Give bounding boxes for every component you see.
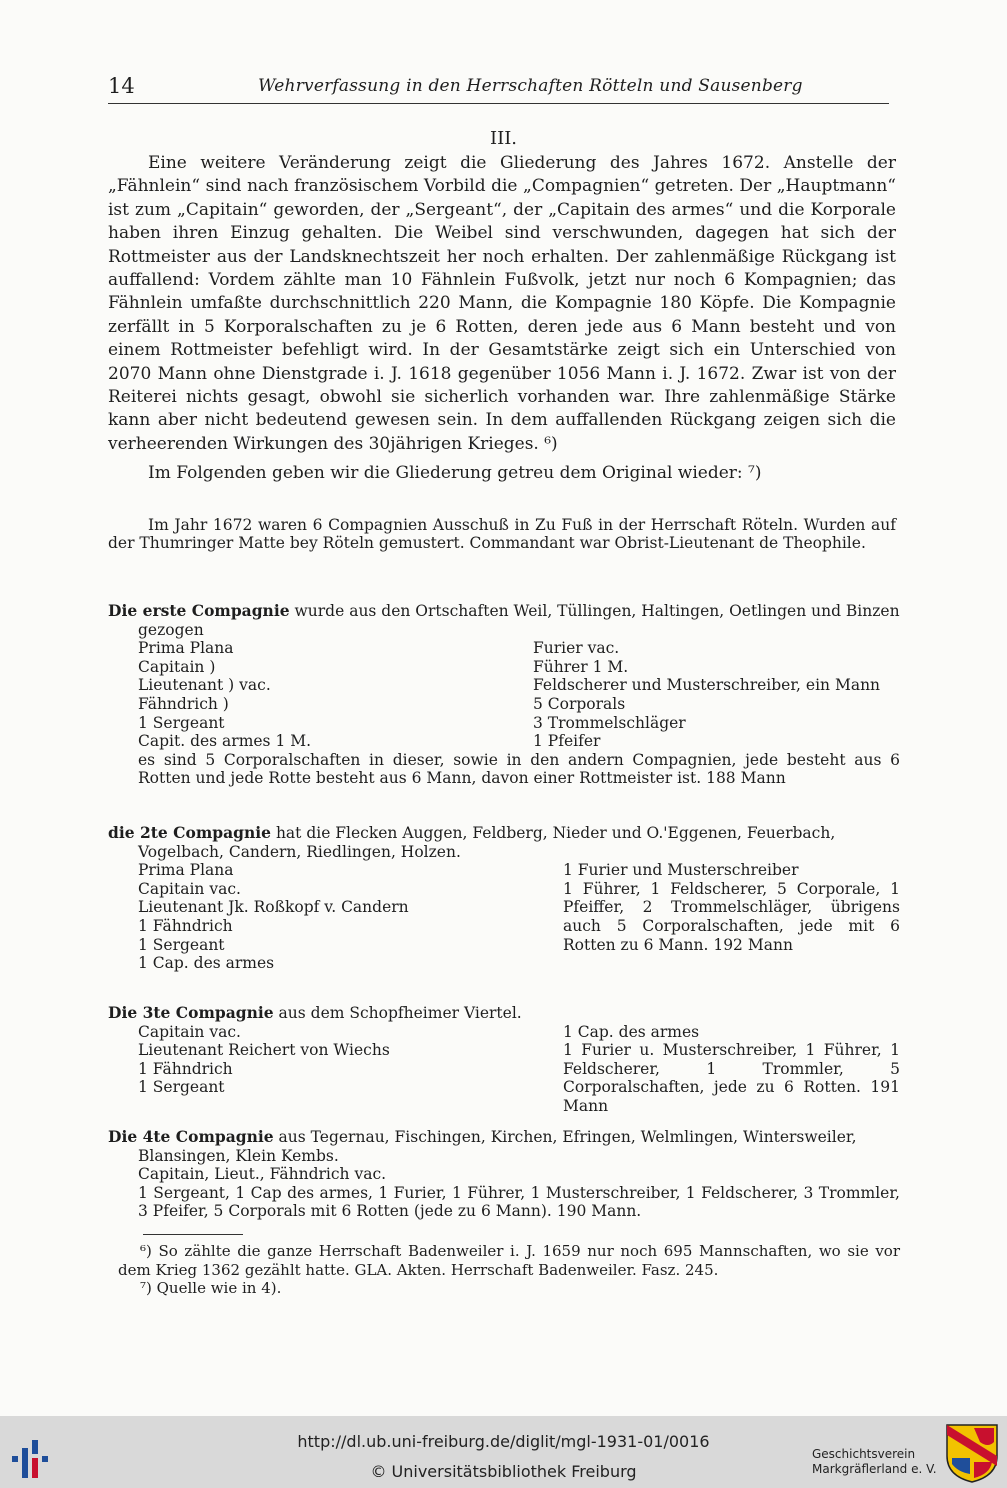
section-number: III. xyxy=(489,128,518,149)
roster-left-item: 1 Sergeant xyxy=(138,1078,225,1097)
roster-right-item: 1 Pfeifer xyxy=(533,732,601,751)
body-paragraph: Eine weitere Veränderung zeigt die Gliederung des Jahres 1672. Anstelle der „Fähnlein“ sind nach französischem Vorbild die „Compagnien“ getreten. Der „Hauptmann“ ist zum „Capitain“ geworden, der „Sergeant“, der „Capitain des armes“ und die Korporale haben ihren Einzug gehalten. Die Weibel sind verschwunden, dagegen hat sich der Rottmeister aus der Landsknechtszeit her noch erhalten. Der zahlenmäßige Rückgang ist auffallend: Vordem zählte man 10 Fähnlein Fußvolk, jetzt nur noch 6 Kompagnien; das Fähnlein umfaßte durchschnittlich 220 Mann, die Kompagnie 180 Köpfe. Die Kompagnie zerfällt in 5 Korporalschaften zu je 6 Rotten, deren jede aus 6 Mann besteht und von einem Rottmeister befehligt wird. In der Gesamtstärke zeigt sich ein Unterschied von 2070 Mann ohne Dienstgrade i. J. 1618 gegenüber 1056 Mann i. J. 1672. Zwar ist von der Reiterei nichts gesagt, obwohl sie sicherlich vorhanden war. Ihre zahlenmäßige Stärke kann aber nicht bedeutend gewesen sein. In dem auffallenden Rückgang zeigen sich die verheerenden Wirkungen des 30jährigen Krieges. ⁶) xyxy=(108,153,896,454)
company-line: 1 Sergeant, 1 Cap des armes, 1 Furier, 1 Führer, 1 Musterschreiber, 1 Feldscherer, 3 Trommler, 3 Pfeifer, 5 Corporals mit 6 Rotten (jede zu 6 Mann). 190 Mann. xyxy=(138,1183,900,1221)
company-heading xyxy=(108,1128,900,1165)
company-roster xyxy=(138,1023,900,1116)
company-title: Die erste Compagnie xyxy=(108,601,290,620)
footnote: ⁶) So zählte die ganze Herrschaft Badenweiler i. J. 1659 nur noch 695 Mannschaften, wo sie vor dem Krieg 1362 gezählt hatte. GLA. Akten. Herrschaft Badenweiler. Fasz. 245. xyxy=(118,1242,900,1279)
company-origin: aus Tegernau, Fischingen, Kirchen, Efringen, Welmlingen, Wintersweiler, Blansingen, Klein Kembs. xyxy=(138,1128,857,1165)
roster-right-item: 1 Furier u. Musterschreiber, 1 Führer, 1 Feldscherer, 1 Trommler, 5 Corporalschaften, jede zu 6 Rotten. 191 Mann xyxy=(563,1041,900,1115)
roster-right-item: 5 Corporals xyxy=(533,694,626,713)
roster-left-item: Capit. des armes 1 M. xyxy=(138,732,312,751)
society-line: Geschichtsverein xyxy=(812,1447,916,1461)
roster-left-item: Capitain vac. xyxy=(138,879,241,898)
company-roster xyxy=(138,861,900,973)
running-header xyxy=(108,74,888,102)
coat-of-arms-icon xyxy=(944,1422,1000,1484)
company-heading xyxy=(108,602,900,639)
footnote-rule xyxy=(143,1234,243,1235)
roster-left-item: Lieutenant ) vac. xyxy=(138,676,271,695)
roster-right-item: 1 Cap. des armes xyxy=(563,1022,700,1041)
company-origin: hat die Flecken Auggen, Feldberg, Nieder und O.'Eggenen, Feuerbach, Vogelbach, Candern, Riedlingen, Holzen. xyxy=(138,824,836,861)
body-text xyxy=(108,152,896,486)
roster-right-item: Furier vac. xyxy=(533,639,620,658)
company-title: Die 4te Compagnie xyxy=(108,1127,274,1146)
roster-left-item: 1 Sergeant xyxy=(138,713,225,732)
company-origin: wurde aus den Ortschaften Weil, Tüllingen, Haltingen, Oetlingen und Binzen gezogen xyxy=(138,602,900,639)
footnotes xyxy=(118,1242,900,1298)
body-paragraph: Im Folgenden geben wir die Gliederung getreu dem Original wieder: ⁷) xyxy=(148,463,762,484)
source-intro xyxy=(108,517,896,553)
company-3 xyxy=(108,1004,900,1116)
roster-left-item: Prima Plana xyxy=(138,639,234,658)
roster-left-item: Lieutenant Jk. Roßkopf v. Candern xyxy=(138,898,409,917)
company-title: Die 3te Compagnie xyxy=(108,1003,274,1022)
roster-right-item: Feldscherer und Musterschreiber, ein Mann xyxy=(533,676,881,695)
header-rule xyxy=(108,103,889,104)
company-heading xyxy=(108,824,900,861)
roster-left-item: Prima Plana xyxy=(138,861,234,880)
roster-right-item: 1 Furier und Musterschreiber xyxy=(563,861,799,880)
roster-left-item: 1 Fähndrich xyxy=(138,1059,233,1078)
company-line: Capitain, Lieut., Fähndrich vac. xyxy=(138,1165,387,1184)
roster-right-item: 1 Führer, 1 Feldscherer, 5 Corporale, 1 Pfeiffer, 2 Trommelschläger, übrigens auch 5 Corporalschaften, jede mit 6 Rotten zu 6 Mann. 192 Mann xyxy=(563,879,900,954)
society-name xyxy=(812,1447,942,1477)
company-origin: aus dem Schopfheimer Viertel. xyxy=(278,1004,522,1022)
roster-left-item: 1 Cap. des armes xyxy=(138,954,275,973)
roster-left-item: Capitain ) xyxy=(138,657,216,676)
company-4 xyxy=(108,1128,900,1221)
society-line: Markgräflerland e. V. xyxy=(812,1462,937,1476)
roster-left-item: Lieutenant Reichert von Wiechs xyxy=(138,1041,390,1060)
roster-right-item: 3 Trommelschläger xyxy=(533,713,686,732)
roster-left-item: Fähndrich ) xyxy=(138,694,229,713)
roster-left-item: Capitain vac. xyxy=(138,1022,241,1041)
company-title: die 2te Compagnie xyxy=(108,823,271,842)
company-roster xyxy=(138,639,900,751)
footnote: ⁷) Quelle wie in 4). xyxy=(140,1279,282,1297)
page-number: 14 xyxy=(108,74,135,98)
company-1 xyxy=(108,602,900,788)
company-2 xyxy=(108,824,900,973)
running-title: Wehrverfassung in den Herrschaften Rötteln und Sausenberg xyxy=(258,76,803,96)
roster-left-item: 1 Sergeant xyxy=(138,935,225,954)
roster-left-item: 1 Fähndrich xyxy=(138,916,233,935)
citation-url[interactable]: http://dl.ub.uni-freiburg.de/diglit/mgl-1931-01/0016 xyxy=(297,1432,710,1451)
roster-right-item: Führer 1 M. xyxy=(533,657,629,676)
company-heading xyxy=(108,1004,900,1023)
company-summary: es sind 5 Corporalschaften in dieser, sowie in den andern Compagnien, jede besteht aus 6 Rotten und jede Rotte besteht aus 6 Mann, davon einer Rottmeister ist. 188 Mann xyxy=(138,750,900,788)
source-intro-text: Im Jahr 1672 waren 6 Compagnien Ausschuß in Zu Fuß in der Herrschaft Röteln. Wurden auf der Thumringer Matte bey Röteln gemustert. Commandant war Obrist-Lieutenant de Theophile. xyxy=(108,516,896,552)
copyright-notice: © Universitätsbibliothek Freiburg xyxy=(370,1462,637,1481)
